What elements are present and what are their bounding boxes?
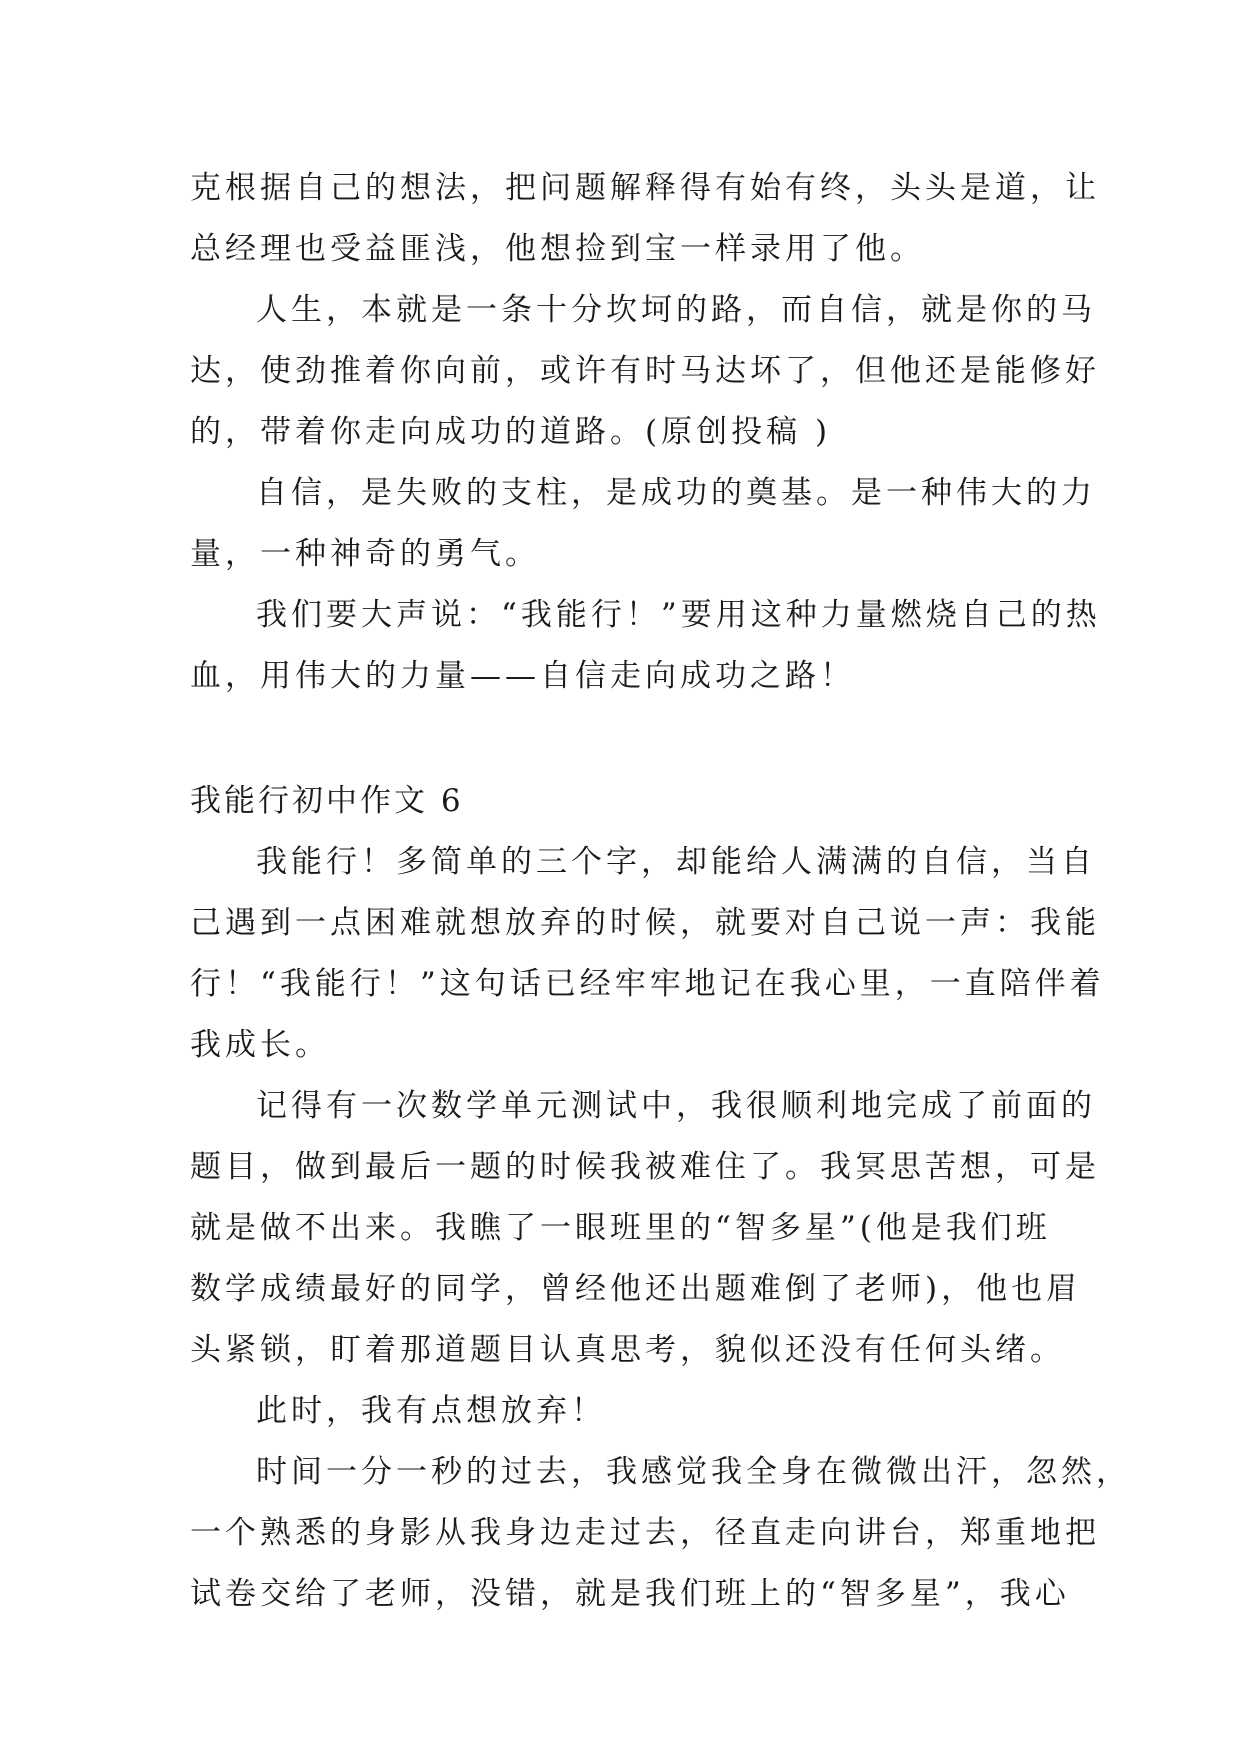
document-body — [190, 158, 1131, 1625]
paragraph — [190, 832, 1105, 1076]
text-line: 血，用伟大的力量——自信走向成功之路！ — [190, 658, 855, 694]
text-line: 自信，是失败的支柱，是成功的奠基。是一种伟大的力 — [256, 475, 1096, 511]
paragraph — [190, 1076, 1100, 1381]
text-line: 就是做不出来。我瞧了一眼班里的“智多星”(他是我们班 — [190, 1210, 1051, 1246]
text-line: 己遇到一点困难就想放弃的时候，就要对自己说一声：我能 — [190, 905, 1100, 941]
text-line: 试卷交给了老师，没错，就是我们班上的“智多星”，我心 — [190, 1576, 1070, 1612]
paragraph — [190, 158, 1100, 280]
text-line: 我们要大声说：“我能行！”要用这种力量燃烧自己的热 — [256, 597, 1101, 633]
paragraph — [190, 585, 1101, 707]
text-line: 达，使劲推着你向前，或许有时马达坏了，但他还是能修好 — [190, 353, 1100, 389]
section-heading: 我能行初中作文 6 — [190, 783, 464, 819]
text-line: 记得有一次数学单元测试中，我很顺利地完成了前面的 — [256, 1088, 1096, 1124]
paragraph — [190, 1442, 1131, 1625]
paragraph — [190, 280, 1100, 463]
text-line: 题目，做到最后一题的时候我被难住了。我冥思苦想，可是 — [190, 1149, 1100, 1185]
text-line: 头紧锁，盯着那道题目认真思考，貌似还没有任何头绪。 — [190, 1332, 1065, 1368]
text-line: 人生，本就是一条十分坎坷的路，而自信，就是你的马 — [256, 292, 1096, 328]
section-gap — [190, 707, 1050, 771]
paragraph — [190, 463, 1096, 585]
text-line: 的，带着你走向成功的道路。(原创投稿 ) — [190, 414, 832, 450]
text-line: 我能行！多简单的三个字，却能给人满满的自信，当自 — [256, 844, 1096, 880]
text-line: 一个熟悉的身影从我身边走过去，径直走向讲台，郑重地把 — [190, 1515, 1100, 1551]
paragraph — [190, 1381, 1050, 1442]
text-line: 克根据自己的想法，把问题解释得有始有终，头头是道，让 — [190, 170, 1100, 206]
text-line: 量，一种神奇的勇气。 — [190, 536, 540, 572]
text-line: 时间一分一秒的过去，我感觉我全身在微微出汗，忽然， — [256, 1454, 1131, 1490]
text-line: 行！“我能行！”这句话已经牢牢地记在我心里，一直陪伴着 — [190, 966, 1105, 1002]
text-line: 数学成绩最好的同学，曾经他还出题难倒了老师)，他也眉 — [190, 1271, 1082, 1307]
text-line: 此时，我有点想放弃！ — [256, 1393, 606, 1429]
text-line: 我成长。 — [190, 1027, 330, 1063]
text-line: 总经理也受益匪浅，他想捡到宝一样录用了他。 — [190, 231, 925, 267]
